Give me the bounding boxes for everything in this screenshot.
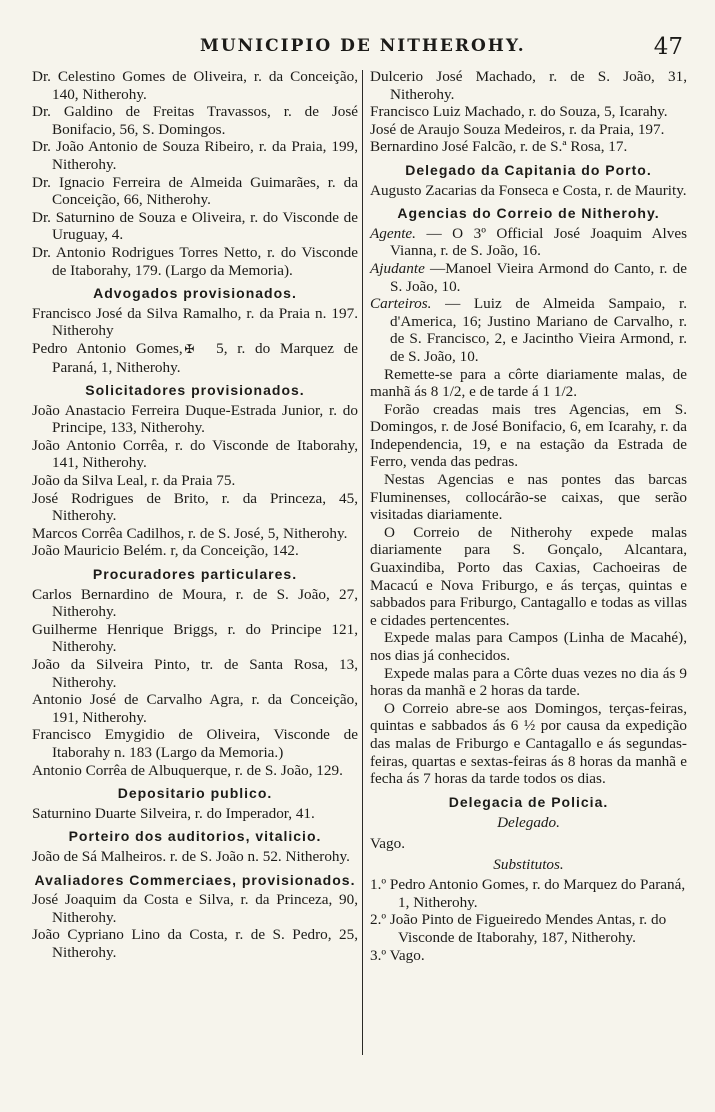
directory-entry: José Joaquim da Costa e Silva, r. da Princeza, 90, Nitherohy.	[32, 891, 358, 926]
section-heading: Advogados provisionados.	[93, 285, 297, 302]
plain-text: Vago.	[370, 834, 406, 852]
entry-label: Carteiros.	[370, 295, 432, 313]
directory-entry: João da Silveira Pinto, tr. de Santa Rosa, 13, Nitherohy.	[32, 656, 358, 691]
paragraph: Nestas Agencias e nas pontes das barcas Fluminenses, collocárão-se caixas, que serão visitadas diariamente.	[370, 471, 687, 524]
section-heading: Delegacia de Policia.	[448, 793, 609, 810]
directory-entry: Bernardino José Falcão, r. de S.ª Rosa, 17.	[370, 138, 628, 156]
numbered-entry: 1.º Pedro Antonio Gomes, r. do Marquez do Paraná, 1, Nitherohy.	[370, 876, 686, 911]
directory-entry: José Rodrigues de Brito, r. da Princeza, 45, Nitherohy.	[32, 489, 358, 525]
directory-entry: Antonio Corrêa de Albuquerque, r. de S. João, 129.	[32, 761, 343, 779]
directory-entry: Dulcerio José Machado, r. de S. João, 31, Nitherohy.	[370, 68, 687, 103]
section-heading: Porteiro dos auditorios, vitalicio.	[68, 828, 322, 845]
left-column	[32, 68, 358, 962]
numbered-entry: 3.º Vago.	[370, 946, 425, 964]
running-title: MUNICIPIO DE NITHEROHY.	[200, 36, 526, 56]
entry-text: Pedro Antonio Gomes,	[32, 339, 183, 357]
directory-entry: Francisco Luiz Machado, r. do Souza, 5, Icarahy.	[370, 103, 668, 121]
numbered-entry: 2.º João Pinto de Figueiredo Mendes Antas, r. do Visconde de Itaborahy, 187, Nitherohy.	[370, 911, 667, 946]
directory-entry: João Antonio Corrêa, r. do Visconde de Itaborahy, 141, Nitherohy.	[32, 436, 358, 472]
paragraph: Remette-se para a côrte diariamente malas, de manhã ás 8 1/2, e de tarde á 1 1/2.	[370, 365, 687, 401]
directory-entry: Dr. Antonio Rodrigues Torres Netto, r. do Visconde de Itaborahy, 179. (Largo da Memoria).	[32, 243, 358, 279]
directory-entry: Antonio José de Carvalho Agra, r. da Conceição, 191, Nitherohy.	[32, 691, 358, 726]
directory-entry: José de Araujo Souza Medeiros, r. da Praia, 197.	[370, 120, 665, 138]
maltese-cross-icon: ✠	[184, 341, 195, 356]
paragraph: Expede malas para Campos (Linha de Macahé), nos dias já conhecidos.	[370, 629, 687, 664]
directory-entry	[32, 340, 358, 376]
directory-entry: Dr. Celestino Gomes de Oliveira, r. da Conceição, 140, Nitherohy.	[32, 68, 358, 103]
section-heading: Avaliadores Commerciaes, provisionados.	[34, 871, 356, 888]
entry-text: — Luiz de Almeida Sampaio, r. d'America, 16; Justino Mariano de Carvalho, r. de S. Francisco, 2, e Jacintho Vieira Armond, r. de S. João, 10.	[390, 295, 687, 365]
section-heading: Delegado da Capitania do Porto.	[405, 161, 652, 178]
directory-entry: Dr. João Antonio de Souza Ribeiro, r. da Praia, 199, Nitherohy.	[32, 138, 358, 173]
entry-text: 5, r. do Marquez de Paraná, 1, Nitherohy.	[52, 339, 359, 376]
labeled-entry	[370, 295, 687, 365]
directory-entry: João Anastacio Ferreira Duque-Estrada Junior, r. do Principe, 133, Nitherohy.	[32, 401, 358, 437]
directory-entry: Dr. Galdino de Freitas Travassos, r. de José Bonifacio, 56, S. Domingos.	[32, 103, 358, 138]
right-column	[370, 68, 687, 964]
column-divider	[362, 70, 363, 1055]
section-heading: Agencias do Correio de Nitherohy.	[397, 205, 660, 222]
page-number: 47	[653, 34, 683, 60]
entry-text: — O 3º Official José Joaquim Alves Vianna, r. de S. João, 16.	[390, 224, 688, 260]
directory-entry: João Mauricio Belém. r, da Conceição, 142.	[32, 542, 299, 560]
entry-label: Agente.	[370, 224, 416, 242]
subheading: Substitutos.	[493, 855, 564, 873]
directory-entry: Carlos Bernardino de Moura, r. de S. João, 27, Nitherohy.	[32, 585, 358, 621]
directory-entry: Augusto Zacarias da Fonseca e Costa, r. de Maurity.	[370, 181, 687, 199]
directory-entry: João Cypriano Lino da Costa, r. de S. Pedro, 25, Nitherohy.	[32, 926, 358, 961]
directory-entry: Francisco José da Silva Ramalho, r. da Praia n. 197. Nitherohy	[32, 304, 358, 340]
directory-entry: João de Sá Malheiros. r. de S. João n. 52. Nitherohy.	[32, 847, 350, 865]
section-heading: Solicitadores provisionados.	[85, 382, 305, 399]
directory-entry: Dr. Saturnino de Souza e Oliveira, r. do Visconde de Uruguay, 4.	[32, 208, 358, 244]
entry-label: Ajudante	[370, 259, 425, 277]
paragraph: Expede malas para a Côrte duas vezes no dia ás 9 horas da manhã e 2 horas da tarde.	[370, 664, 687, 700]
subheading: Delegado.	[497, 814, 560, 832]
directory-entry: Guilherme Henrique Briggs, r. do Principe 121, Nitherohy.	[32, 620, 358, 656]
labeled-entry	[370, 225, 687, 260]
section-heading: Depositario publico.	[117, 785, 273, 802]
paragraph: Forão creadas mais tres Agencias, em S. Domingos, r. de José Bonifacio, 6, em Icarahy, r. da Independencia, 19, e na estação da Estrada de Ferro, venda das pedras.	[370, 400, 687, 471]
page-header	[0, 34, 715, 64]
directory-entry: João da Silva Leal, r. da Praia 75.	[32, 472, 236, 490]
directory-entry: Dr. Ignacio Ferreira de Almeida Guimarães, r. da Conceição, 66, Nitherohy.	[32, 173, 358, 209]
entry-text: —Manoel Vieira Armond do Canto, r. de S. João, 10.	[390, 259, 687, 295]
directory-entry: Francisco Emygidio de Oliveira, Visconde de Itaborahy n. 183 (Largo da Memoria.)	[32, 726, 358, 761]
directory-entry: Marcos Corrêa Cadilhos, r. de S. José, 5, Nitherohy.	[32, 524, 348, 542]
paragraph: O Correio de Nitherohy expede malas diariamente para S. Gonçalo, Alcantara, Guaxindiba, Porto das Caxias, Cachoeiras de Macacú e Nova Friburgo, e ás terças, quintas e sabbados para Friburgo, Cantagallo e todas as villas e cidades pertencentes.	[370, 523, 687, 629]
section-heading: Procuradores particulares.	[92, 566, 298, 583]
labeled-entry	[370, 260, 687, 295]
directory-entry: Saturnino Duarte Silveira, r. do Imperador, 41.	[32, 804, 315, 822]
paragraph: O Correio abre-se aos Domingos, terças-feiras, quintas e sabbados ás 6 ½ por causa da expedição das malas de Friburgo e Cantagallo e ás segundas-feiras, quartas e sextas-feiras ás 8 horas da manhã e fecha ás 7 horas da tarde todos os dias.	[370, 699, 687, 788]
